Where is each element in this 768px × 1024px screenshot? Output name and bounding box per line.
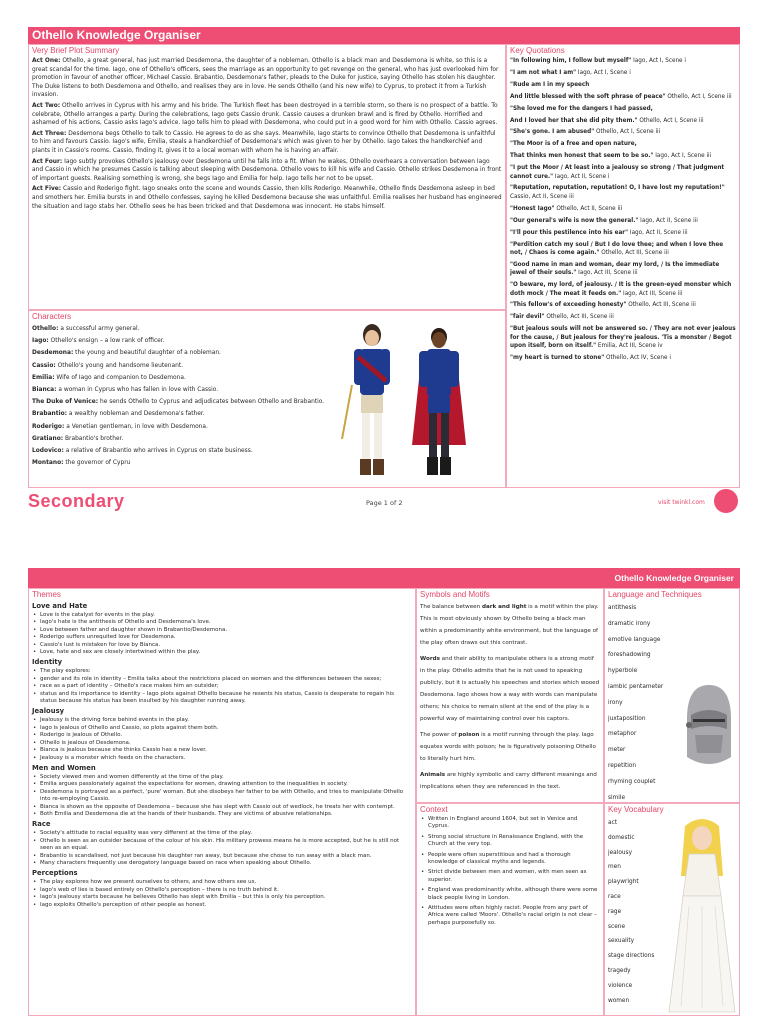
quotation-item	[510, 217, 736, 225]
page-title: Othello Knowledge Organiser	[28, 27, 740, 44]
technique-item: metaphor	[608, 731, 637, 738]
vocabulary-item: scene	[608, 923, 626, 930]
quotation-text: And I loved her that she did pity them."	[510, 117, 638, 124]
theme-bullet: • Both Emilia and Desdemona die at the hands of their husbands. They are victims of abusive relationships.	[40, 811, 412, 818]
vocabulary-item: race	[608, 893, 621, 900]
quotation-item	[510, 229, 736, 237]
theme-heading: Jealousy	[32, 707, 65, 716]
quotation-item	[510, 128, 736, 136]
theme-bullet: • Iago exploits Othello's perception of other people as honest.	[40, 902, 412, 909]
page-two	[28, 568, 740, 1016]
theme-bullet: • Iago's jealousy starts because he believes Othello has slept with Emilia – but this is only his perception.	[40, 894, 412, 901]
character-name: Gratiano:	[32, 435, 64, 442]
twinkl-logo-icon	[714, 489, 738, 513]
vocabulary-item: women	[608, 997, 630, 1004]
vocabulary-item: men	[608, 864, 621, 871]
theme-bullet: • Desdemona is portrayed as a perfect, 'pure' woman. But she disobeys her father to be with Othello, and tries to manipulate Othello into re-employing Cassio.	[40, 789, 412, 804]
vocabulary-item: act	[608, 820, 618, 826]
theme-bullet: • Society's attitude to racial equality was very different at the time of the play.	[40, 830, 412, 837]
character-desc: a successful army general.	[58, 326, 140, 332]
plot-act-paragraph	[32, 158, 502, 184]
plot-act-label: Act Three:	[32, 130, 67, 137]
theme-bullet: • Love, hate and sex are closely intertwined within the play.	[40, 649, 412, 656]
key-quotations-section	[506, 44, 740, 488]
theme-bullet: • status and its importance to identity – Iago plots against Othello because he resents his status, Cassio is desperate to regain his status because his status has been insulted by his daughter running away.	[40, 691, 412, 706]
vocabulary-item: domestic	[608, 834, 635, 841]
quotation-item	[510, 57, 736, 65]
plot-acts	[32, 57, 502, 211]
plot-act-label: Act Four:	[32, 158, 63, 165]
symbols-paragraph	[420, 729, 600, 765]
theme-list	[32, 830, 412, 867]
key-quotations-heading: Key Quotations	[510, 46, 565, 55]
character-desc: he sends Othello to Cyprus and adjudicates between Othello and Brabantio.	[98, 399, 325, 406]
character-name: Desdemona:	[32, 350, 74, 357]
quotation-item	[510, 164, 736, 181]
page-footer	[28, 489, 740, 519]
symbols-paragraph	[420, 653, 600, 725]
vocabulary-item: rage	[608, 908, 622, 915]
quotation-text: "Perdition catch my soul / But I do love thee; and when I love thee not, / Chaos is come again."	[510, 241, 724, 256]
vocabulary-item: violence	[608, 982, 633, 989]
character-desc: Othello's young and handsome lieutenant.	[55, 362, 184, 369]
quotation-reference: Othello, Act III, Scene iii	[544, 314, 614, 321]
symbols-keyword: Animals	[420, 772, 446, 778]
plot-act-label: Act Two:	[32, 102, 61, 109]
character-desc: a Venetian gentleman, in love with Desdemona.	[64, 423, 208, 430]
quotation-reference: Iago, Act I, Scene iii	[653, 153, 712, 160]
theme-bullet: • Jealousy is the driving force behind events in the play.	[40, 717, 412, 724]
quotation-reference: Othello, Act III, Scene iii	[626, 302, 696, 309]
quotation-text: "I am not what I am"	[510, 69, 577, 76]
quotation-reference: Iago, Act I, Scene i	[631, 58, 686, 64]
theme-heading: Identity	[32, 658, 63, 667]
character-name: The Duke of Venice:	[32, 399, 99, 406]
technique-item: repetition	[608, 762, 637, 769]
quotation-text: "my heart is turned to stone"	[510, 354, 605, 361]
theme-bullet: • Iago is jealous of Othello and Cassio, so plots against them both.	[40, 725, 412, 732]
quotation-text: "Reputation, reputation, reputation! O, I have lost my reputation!"	[510, 185, 725, 192]
character-name: Cassio:	[32, 362, 56, 369]
symbols-section	[416, 588, 604, 803]
quotation-text: "Our general's wife is now the general."	[510, 217, 639, 224]
vocabulary-section	[604, 803, 740, 1016]
helmet-illustration	[677, 679, 737, 771]
quotation-reference: Othello, Act III, Scene iii	[599, 249, 669, 256]
character-desc: a wealthy nobleman and Desdemona's father.	[67, 411, 205, 418]
page-one	[28, 27, 740, 511]
character-name: Emilia:	[32, 374, 55, 381]
quotation-reference: Othello, Act I, Scene iii	[637, 117, 704, 124]
theme-heading: Men and Women	[32, 763, 96, 772]
characters-section	[28, 310, 506, 488]
theme-bullet: • Love is the catalyst for events in the play.	[40, 612, 412, 619]
theme-bullet: • Society viewed men and women differently at the time of the play.	[40, 774, 412, 781]
quotation-text: "Good name in man and woman, dear my lord, / Is the immediate jewel of their souls."	[510, 261, 720, 277]
symbols-keyword: Words	[420, 656, 440, 662]
quotation-reference: Iago, Act II, Scene i	[553, 173, 610, 180]
techniques-heading: Language and Techniques	[608, 590, 702, 599]
quotation-reference: Othello, Act I, Scene iii	[665, 93, 732, 100]
context-list	[420, 816, 600, 927]
theme-bullet: • Othello is seen as an outsider because of the colour of his skin. His military prowess means he is more accepted, but he is still not seen as an equal.	[40, 838, 412, 853]
quotation-item	[510, 281, 736, 298]
symbols-text-part: The balance between	[420, 604, 482, 610]
quotation-item	[510, 184, 736, 201]
quotation-item	[510, 325, 736, 350]
character-name: Brabantio:	[32, 411, 67, 418]
quotation-reference: Iago, Act III, Scene iii	[621, 290, 683, 297]
quotation-reference: Cassio, Act II, Scene iii	[510, 193, 574, 200]
quotation-item	[510, 354, 736, 362]
theme-bullet: • gender and its role in identity – Emilia talks about the restrictions placed on women and the differences between the sexes;	[40, 676, 412, 683]
symbols-text-part: The power of	[420, 732, 459, 738]
symbols-text	[420, 601, 600, 793]
character-desc: Wife of Iago and companion to Desdemona.	[54, 374, 186, 381]
technique-item: rhyming couplet	[608, 778, 656, 785]
character-name: Bianca:	[32, 387, 57, 394]
quotation-reference: Iago, Act II, Scene iii	[628, 229, 688, 236]
quotation-text: "fair devil"	[510, 314, 545, 321]
technique-item: meter	[608, 747, 626, 754]
theme-heading: Love and Hate	[32, 602, 88, 610]
quotation-item	[510, 81, 736, 89]
quotation-item	[510, 313, 736, 321]
symbols-keyword: dark and light	[481, 604, 527, 610]
plot-act-paragraph	[32, 185, 502, 211]
theme-heading: Perceptions	[32, 869, 78, 878]
quotation-reference: Iago, Act I, Scene i	[576, 69, 631, 76]
theme-bullet: • Roderigo is jealous of Othello.	[40, 732, 412, 739]
plot-act-paragraph	[32, 130, 502, 156]
quotation-text: "She's gone. I am abused"	[510, 129, 595, 136]
theme-list	[32, 717, 412, 761]
visit-link[interactable]: visit twinkl.com	[658, 499, 705, 506]
quotations-list	[510, 57, 736, 362]
context-bullet: • Attitudes were often highly racist. People from any part of Africa were called 'Moors'. Othello's racial origin is not clear – perhaps purposefully so.	[428, 905, 600, 927]
context-bullet: • People were often superstitious and had a thorough knowledge of classical myths and legends.	[428, 852, 600, 867]
theme-bullet: • Iago's web of lies is based entirely on Othello's perception – there is no truth behind it.	[40, 887, 412, 894]
theme-bullet: • Many characters frequently use derogatory language based on race when speaking about Othello.	[40, 860, 412, 867]
quotation-reference: Othello, Act II, Scene iii	[554, 205, 623, 212]
character-desc: a relative of Brabantio who arrives in Cyprus on state business.	[63, 448, 253, 455]
theme-bullet: • Othello is jealous of Desdemona.	[40, 740, 412, 747]
theme-bullet: • Cassio's lust is mistaken for love by Bianca.	[40, 642, 412, 649]
secondary-label: Secondary	[28, 491, 125, 511]
theme-list	[32, 879, 412, 909]
theme-bullet: • Emilia argues passionately against the expectations for women, drawing attention to the inequalities in society.	[40, 781, 412, 788]
desdemona-illustration	[665, 816, 739, 1014]
plot-act-label: Act One:	[32, 58, 61, 64]
theme-bullet: • Bianca is shown as the opposite of Desdemona – because she has slept with Cassio out of wedlock, he treats her with contempt.	[40, 804, 412, 811]
plot-summary-heading: Very Brief Plot Summary	[32, 46, 120, 55]
theme-bullet: • Jealousy is a monster which feeds on the characters.	[40, 755, 412, 762]
quotation-text: And little blessed with the soft phrase of peace"	[510, 93, 666, 100]
vocabulary-item: jealousy	[608, 849, 633, 856]
page-number: Page 1 of 2	[366, 499, 403, 507]
page-title: Othello Knowledge Organiser	[28, 568, 740, 588]
character-name: Othello:	[32, 326, 59, 332]
quotation-reference: Othello, Act I, Scene iii	[594, 129, 661, 136]
context-bullet: • Written in England around 1604, but set in Venice and Cyprus.	[428, 816, 600, 831]
quotation-item	[510, 205, 736, 213]
context-bullet: • Strong social structure in Renaissance England, with the Church at the very top.	[428, 834, 600, 849]
technique-item: hyperbole	[608, 668, 638, 675]
symbols-paragraph	[420, 769, 600, 793]
techniques-section	[604, 588, 740, 803]
plot-summary-section	[28, 44, 506, 310]
theme-bullet: • Love between father and daughter shown in Brabantio/Desdemona.	[40, 627, 412, 634]
theme-bullet: • The play explores:	[40, 668, 412, 675]
symbols-paragraph	[420, 601, 600, 649]
quotation-reference: Iago, Act III, Scene iii	[576, 270, 638, 277]
symbols-text-part: and their ability to manipulate others is a strong motif in the play. Othello admits that he is not used to speaking publicly, but it is actually his speeches and stories which wooed Desdemona. Iago shows how a way with words can manipulate others; his choice to remain silent at the end of the play is a powerful way of maintaining control over his captors.	[420, 656, 600, 722]
othello-iago-illustration	[334, 319, 484, 485]
quotation-item	[510, 117, 736, 125]
character-desc: a woman in Cyprus who has fallen in love with Cassio.	[56, 387, 219, 394]
quotation-text: "But jealous souls will not be answered so. / They are not ever jealous for the cause, / But jealous for they're jealous. 'Tis a monster / Begot upon itself, born on itself."	[510, 326, 736, 350]
plot-act-paragraph	[32, 102, 502, 128]
vocabulary-item: sexuality	[608, 938, 635, 945]
symbols-keyword: poison	[458, 732, 480, 738]
quotation-reference: Iago, Act II, Scene iii	[638, 217, 698, 224]
symbols-text-part: is a motif running through the play. Iago equates words with poison; he is figuratively poisoning Othello to literally hurt him.	[420, 732, 596, 762]
quotation-text: "This fellow's of exceeding honesty"	[510, 302, 627, 309]
context-bullet: • England was predominantly white, although there were some black people living in London.	[428, 887, 600, 902]
quotation-reference: Emilia, Act III, Scene iv	[596, 343, 663, 350]
quotation-item	[510, 69, 736, 77]
technique-item: emotive language	[608, 636, 661, 643]
theme-list	[32, 774, 412, 818]
plot-act-paragraph	[32, 57, 502, 100]
character-name: Lodovico:	[32, 448, 64, 455]
quotation-text: "Rude am I in my speech	[510, 81, 590, 88]
technique-item: irony	[608, 699, 623, 706]
themes-section	[28, 588, 416, 1016]
technique-item: antithesis	[608, 605, 637, 611]
technique-item: juxtaposition	[608, 715, 646, 722]
vocabulary-item: playwright	[608, 879, 639, 886]
character-name: Iago:	[32, 338, 49, 345]
quotation-text: That thinks men honest that seem to be so."	[510, 153, 654, 160]
vocabulary-item: tragedy	[608, 967, 631, 974]
quotation-text: "The Moor is of a free and open nature,	[510, 141, 637, 148]
technique-item: simile	[608, 794, 626, 801]
context-section	[416, 803, 604, 1016]
quotation-item	[510, 140, 736, 148]
quotation-item	[510, 241, 736, 258]
symbols-text-part: is a motif within the play. This is most obviously shown by Othello being a black man within a predominantly white environment, but the language of the play often draws out this contrast.	[420, 604, 599, 646]
quotation-text: "In following him, I follow but myself"	[510, 58, 632, 64]
theme-heading: Race	[32, 820, 51, 829]
quotation-item	[510, 152, 736, 160]
context-bullet: • Strict divide between men and women, with men seen as superior.	[428, 869, 600, 884]
technique-item: iambic pentameter	[608, 683, 664, 690]
themes-list	[32, 602, 412, 909]
quotation-text: "I'll pour this pestilence into his ear"	[510, 229, 629, 236]
character-desc: Brabantio's brother.	[63, 435, 124, 442]
theme-bullet: • race as a part of identity – Othello's race makes him an outsider;	[40, 683, 412, 690]
quotation-item	[510, 105, 736, 113]
plot-act-text: Cassio and Roderigo fight. Iago sneaks onto the scene and wounds Cassio, then kills Roderigo. Meanwhile, Othello finds Desdemona asleep in bed and smothers her. Emilia bursts in and Othello confesses, saying he killed Desdemona because she was unfaithful. Emilia realises her husband has engineered the situation and Iago stabs her. Othello sees he has been tricked and that Desdemona was innocent. He stabs himself.	[32, 186, 502, 210]
theme-bullet: • The play explores how we present ourselves to others, and how others see us.	[40, 879, 412, 886]
vocabulary-item: stage directions	[608, 953, 655, 960]
quotation-item	[510, 301, 736, 309]
quotation-text: "She loved me for the dangers I had passed,	[510, 105, 653, 112]
character-name: Roderigo:	[32, 423, 65, 430]
plot-act-label: Act Five:	[32, 186, 62, 193]
technique-item: foreshadowing	[608, 652, 651, 659]
character-name: Montano:	[32, 460, 64, 467]
theme-list	[32, 668, 412, 705]
quotation-reference: Othello, Act IV, Scene i	[604, 354, 671, 361]
plot-act-text: Othello arrives in Cyprus with his army and his bride. The Turkish fleet has been destroyed in a terrible storm, so there is no prospect of a battle. To celebrate, Othello arranges a party. During the celebrations, Iago gets Cassio drunk. Cassio causes a drunken brawl and is fired by Othello. Horrified and ashamed of his actions, Cassio asks Iago's advice. Iago tells him to plead with Desdemona, who could put in a good word for him with Othello. Cassio agrees.	[32, 102, 498, 127]
theme-bullet: • Brabantio is scandalised, not just because his daughter ran away, but because she chose to run away with a black man.	[40, 853, 412, 860]
context-heading: Context	[420, 805, 448, 814]
characters-heading: Characters	[32, 312, 72, 321]
theme-bullet: • Iago's hate is the antithesis of Othello and Desdemona's love.	[40, 619, 412, 626]
plot-act-text: Iago subtly provokes Othello's jealousy over Desdemona until he falls into a fit. When he wakes, Othello overhears a conversation between Iago and Cassio in which he presumes Cassio is talking about sleeping with Desdemona. Othello vows to kill his wife and Cassio. Othello strikes Desdemona in front of important guests. Realising something is wrong, she begs Iago and Emilia for help. Iago tells her not to be upset.	[32, 158, 502, 182]
themes-heading: Themes	[32, 590, 61, 599]
plot-act-text: Othello, a great general, has just married Desdemona, the daughter of a nobleman. Othello is a black man and Desdemona is white, so this is a great scandal for the time. Iago, one of Othello's officers, sees the marriage as an opportunity to get revenge on the general, who has just overlooked him for promotion in favour of another officer, Michael Cassio. Brabantio, Desdemona's father, pleads to the Duke for justice, saying Othello has stolen his daughter. The Duke listens to both Desdemona and Othello, and realises they are in love. He sends Othello (and his new wife) to Cyprus, to protect it from a Turkish invasion.	[32, 58, 499, 99]
symbols-text-part: are highly symbolic and carry different meanings and implications when they are referenced in the text.	[420, 772, 597, 790]
theme-bullet: • Roderigo suffers unrequited love for Desdemona.	[40, 634, 412, 641]
symbols-heading: Symbols and Motifs	[420, 590, 490, 599]
character-desc: Othello's ensign – a low rank of officer.	[48, 338, 165, 345]
vocabulary-heading: Key Vocabulary	[608, 805, 664, 814]
technique-item: dramatic irony	[608, 620, 651, 627]
theme-list	[32, 612, 412, 656]
quotation-text: "O beware, my lord, of jealousy. / It is the green-eyed monster which doth mock / The meat it feeds on."	[510, 282, 732, 297]
theme-bullet: • Bianca is jealous because she thinks Cassio has a new lover.	[40, 747, 412, 754]
quotation-text: "I put the Moor / At least into a jealousy so strong / That judgment cannot cure."	[510, 165, 725, 180]
character-desc: the governor of Cypru	[63, 460, 131, 467]
plot-act-text: Desdemona begs Othello to talk to Cassio. He agrees to do as she says. Meanwhile, Iago starts to convince Othello that Desdemona is unfaithful to him and favours Cassio. Iago's wife, Emilia, steals a handkerchief of Desdemona's which was given to her by Othello. Iago takes the handkerchief and plants it in Cassio's rooms. Cassio, finding it, gives it to a local woman with whom he is having an affair.	[32, 130, 496, 154]
quotation-text: "Honest Iago"	[510, 205, 555, 212]
character-desc: the young and beautiful daughter of a nobleman.	[73, 350, 221, 357]
quotation-item	[510, 261, 736, 278]
quotation-item	[510, 93, 736, 101]
